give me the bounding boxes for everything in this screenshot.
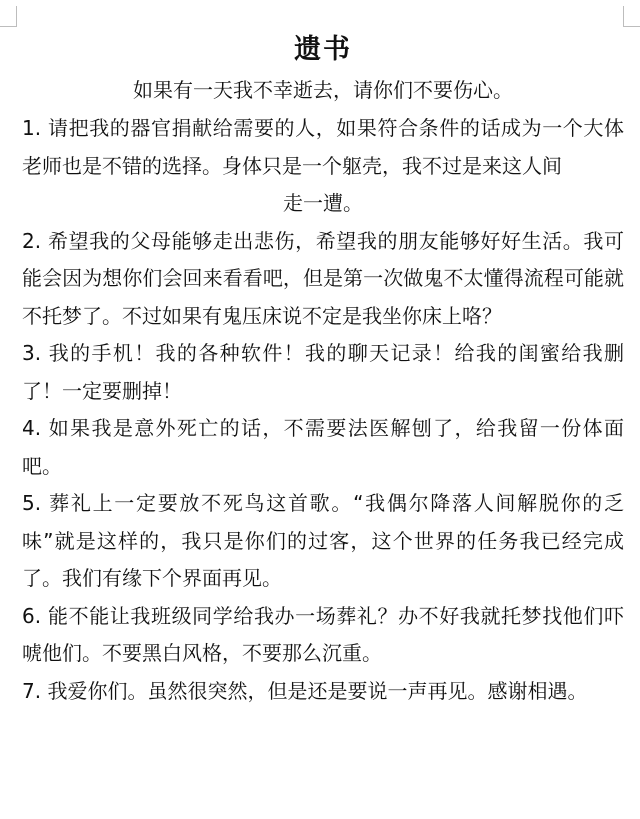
page-corner-mark-left bbox=[0, 6, 17, 27]
list-item: 6. 能不能让我班级同学给我办一场葬礼？办不好我就托梦找他们吓唬他们。不要黑白风格，不要那么沉重。 bbox=[22, 603, 624, 665]
list-item-text: 1. 请把我的器官捐献给需要的人，如果符合条件的话成为一个大体老师也是不错的选择。身体只是一个躯壳，我不过是来这人间 bbox=[22, 116, 624, 178]
list-item: 7. 我爱你们。虽然很突然，但是还是要说一声再见。感谢相遇。 bbox=[22, 678, 588, 703]
list-item: 2. 希望我的父母能够走出悲伤，希望我的朋友能够好好生活。我可能会因为想你们会回来看看吧，但是第一次做鬼不太懂得流程可能就不托梦了。不过如果有鬼压床说不定是我坐你床上咯？ bbox=[22, 228, 624, 328]
document-intro: 如果有一天我不幸逝去，请你们不要伤心。 bbox=[133, 78, 513, 102]
document-page bbox=[22, 30, 624, 710]
list-item bbox=[22, 110, 624, 223]
list-item: 5. 葬礼上一定要放不死鸟这首歌。“我偶尔降落人间解脱你的乏味”就是这样的，我只是你们的过客，这个世界的任务我已经完成了。我们有缘下个界面再见。 bbox=[22, 491, 624, 590]
list-item: 3. 我的手机！我的各种软件！我的聊天记录！给我的闺蜜给我删了！一定要删掉！ bbox=[22, 341, 624, 403]
list-item-text-end: 走一遭。 bbox=[283, 191, 363, 215]
list-item: 4. 如果我是意外死亡的话，不需要法医解刨了，给我留一份体面吧。 bbox=[22, 416, 624, 478]
document-title: 遗书 bbox=[294, 34, 352, 65]
page-corner-mark-right bbox=[623, 6, 640, 27]
